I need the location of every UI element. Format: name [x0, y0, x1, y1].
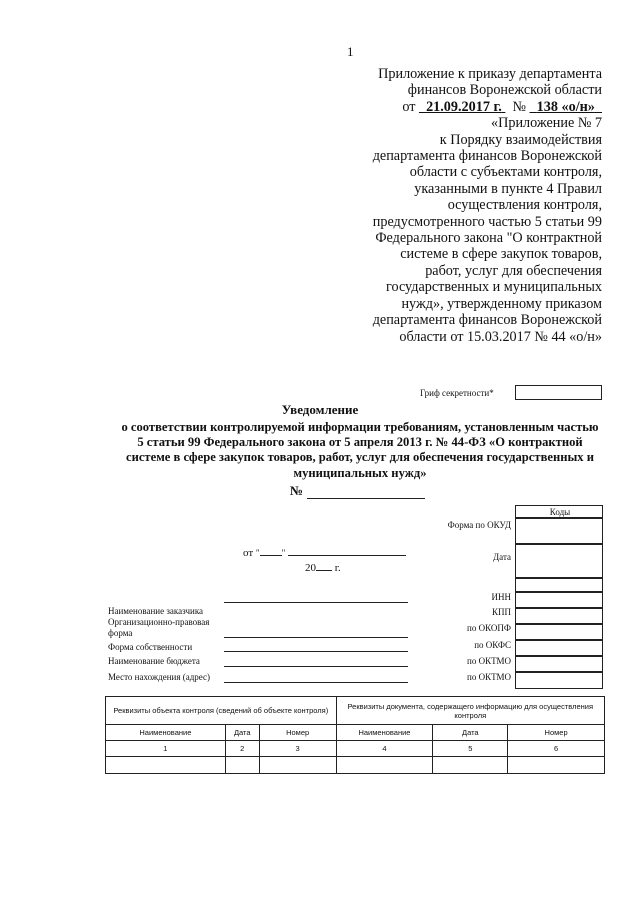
- okud-label: Форма по ОКУД: [447, 520, 511, 530]
- appendix-line: области с субъектами контроля,: [409, 164, 602, 181]
- secrecy-field[interactable]: [515, 385, 602, 400]
- oktmo-label: по ОКТМО: [467, 656, 511, 666]
- table-cell[interactable]: [336, 757, 433, 774]
- column-number: 5: [433, 741, 508, 757]
- appendix-line: области от 15.03.2017 № 44 «о/н»: [399, 328, 602, 345]
- column-number: 6: [508, 741, 605, 757]
- appendix-line: осуществления контроля,: [447, 197, 602, 214]
- header-line-2: финансов Воронежской области: [407, 82, 602, 99]
- codes-table: [515, 505, 603, 687]
- number-label: №: [290, 483, 304, 498]
- notice-number: [290, 483, 425, 499]
- appendix-line: нужд», утвержденному приказом: [401, 295, 602, 312]
- control-document-group-header: Реквизиты документа, содержащего информацию для осуществления контроля: [336, 697, 604, 725]
- table-cell[interactable]: [259, 757, 336, 774]
- appendix-line: работ, услуг для обеспечения: [425, 262, 602, 279]
- table-cell[interactable]: [106, 757, 226, 774]
- inn-label: ИНН: [491, 592, 511, 602]
- okfs-label: по ОКФС: [474, 640, 511, 650]
- number-sign: №: [512, 98, 527, 115]
- appendix-line: системе в сфере закупок товаров,: [400, 246, 602, 263]
- column-number: 1: [106, 741, 226, 757]
- appendix-line: Федерального закона "О контрактной: [375, 230, 602, 247]
- secrecy-label: Гриф секретности*: [420, 388, 494, 398]
- from-prefix: от: [402, 98, 416, 115]
- subtitle-line: муниципальных нужд»: [293, 465, 427, 480]
- column-header: Наименование: [106, 725, 226, 741]
- page-number: 1: [347, 44, 354, 59]
- legal-form-label: Организационно-правовая форма: [108, 617, 210, 638]
- document-title: Уведомление: [281, 402, 359, 417]
- subtitle-line: системе в сфере закупок товаров, работ, услуг для обеспечения государственных и: [125, 450, 595, 465]
- notice-number-field[interactable]: [307, 486, 425, 499]
- appendix-line: государственных и муниципальных: [386, 279, 602, 296]
- table-cell[interactable]: [433, 757, 508, 774]
- subtitle-line: 5 статьи 99 Федерального закона от 5 апреля 2013 г. № 44-ФЗ «О контрактной: [137, 435, 583, 450]
- control-object-group-header: Реквизиты объекта контроля (сведений об объекте контроля): [106, 697, 337, 725]
- appendix-line: к Порядку взаимодействия: [439, 131, 602, 148]
- order-header: [302, 66, 602, 345]
- subtitle-line: о соответствии контролируемой информации требованиям, установленным частью: [121, 420, 599, 434]
- day-field[interactable]: [260, 546, 282, 556]
- column-header: Номер: [259, 725, 336, 741]
- code-cell-date[interactable]: [515, 543, 603, 579]
- column-number: 2: [225, 741, 259, 757]
- column-header: Дата: [433, 725, 508, 741]
- requisites-table: [105, 696, 605, 774]
- table-cell[interactable]: [508, 757, 605, 774]
- budget-name-field[interactable]: [224, 666, 408, 667]
- table-cell[interactable]: [225, 757, 259, 774]
- address-label: Место нахождения (адрес): [108, 672, 211, 682]
- appendix-line: «Приложение № 7: [491, 115, 602, 132]
- appendix-line: департамента финансов Воронежской: [372, 312, 602, 329]
- date-prefix: от: [243, 547, 254, 559]
- date-code-label: Дата: [493, 552, 511, 562]
- document-subtitle: [100, 420, 620, 481]
- ownership-field[interactable]: [224, 651, 408, 652]
- code-cell-okud[interactable]: [515, 517, 603, 545]
- year-line: 20 г.: [305, 562, 341, 574]
- column-number: 3: [259, 741, 336, 757]
- legal-form-field[interactable]: [224, 637, 408, 638]
- appendix-line: департамента финансов Воронежской: [372, 148, 602, 165]
- date-line: от " ": [243, 546, 406, 559]
- okopf-label: по ОКОПФ: [467, 623, 511, 633]
- ownership-label: Форма собственности: [108, 642, 193, 652]
- order-date: 21.09.2017 г.: [426, 98, 502, 115]
- code-cell-oktmo-2[interactable]: [515, 671, 603, 689]
- codes-header: Коды: [549, 507, 571, 517]
- month-field[interactable]: [288, 546, 406, 556]
- customer-name-field[interactable]: [224, 602, 408, 603]
- header-line-1: Приложение к приказу департамента: [378, 66, 602, 82]
- column-number: 4: [336, 741, 433, 757]
- customer-name-label: Наименование заказчика: [108, 606, 204, 616]
- kpp-label: КПП: [491, 607, 511, 617]
- appendix-line: указанными в пункте 4 Правил: [414, 180, 602, 197]
- order-number: 138 «о/н»: [536, 98, 595, 115]
- column-header: Номер: [508, 725, 605, 741]
- column-header: Дата: [225, 725, 259, 741]
- oktmo-label-2: по ОКТМО: [467, 672, 511, 682]
- appendix-line: предусмотренного частью 5 статьи 99: [372, 213, 602, 230]
- year-field[interactable]: [316, 561, 332, 571]
- column-header: Наименование: [336, 725, 433, 741]
- budget-name-label: Наименование бюджета: [108, 656, 200, 666]
- address-field[interactable]: [224, 682, 408, 683]
- order-ref-line: [302, 99, 602, 115]
